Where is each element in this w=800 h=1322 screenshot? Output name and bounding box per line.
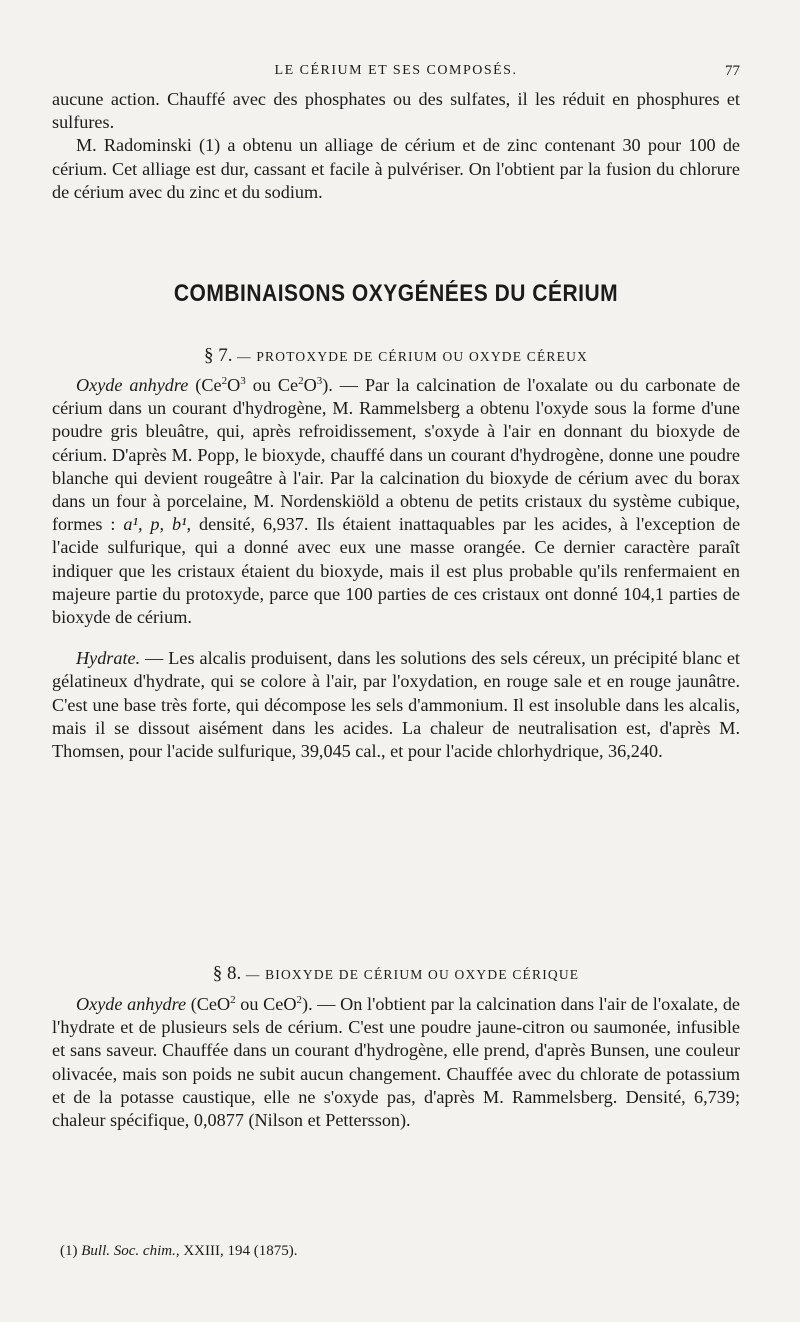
subsection-7-heading xyxy=(52,345,740,367)
subsection-8-sign: § 8. xyxy=(212,963,242,984)
term-oxyde-anhydre: Oxyde anhydre xyxy=(76,375,189,395)
hydrate-paragraph: Hydrate. — Les alcalis produisent, dans les solutions des sels céreux, un précipité blanc et gélatineux d'hydrate, qui se colore à l'air, par l'oxydation, en rouge sale et en rouge jaunâtre. C'est une base très forte, qui décompose les sels d'ammonium. Il est insoluble dans les alcalis, mais il se dissout aisément dans les acides. La chaleur de neutralisation est, d'après M. Thomsen, pour l'acide sulfurique, 39,045 cal., et pour l'acide chlorhydrique, 36,240. xyxy=(52,648,740,762)
footnote xyxy=(60,1243,297,1260)
footnote-journal: Bull. Soc. chim. xyxy=(81,1243,176,1259)
intro-block xyxy=(52,88,740,204)
running-head xyxy=(52,63,740,85)
subsection-7-body xyxy=(52,374,740,763)
subsection-7-sign: § 7. xyxy=(204,345,233,366)
crystal-forms: a¹, p, b¹ xyxy=(123,514,187,535)
subsection-7-title: — PROTOXYDE DE CÉRIUM OU OXYDE CÉREUX xyxy=(237,349,588,364)
term-hydrate: Hydrate. xyxy=(76,648,141,669)
footnote-mark: (1) xyxy=(60,1243,78,1259)
intro-paragraph-1: aucune action. Chauffé avec des phosphates ou des sulfates, il les réduit en phosphures et sulfures. xyxy=(52,89,740,133)
bioxyde-anhydre-paragraph: Oxyde anhydre (CeO$^2$ ou CeO$^2$). — On l'obtient par la calcination dans l'air de l'oxalate, de l'hydrate et de plusieurs sels de cérium. C'est une poudre jaune-citron ou saumonée, infusible et sans saveur. Chauffée dans un courant d'hydrogène, elle prend, d'après Bunsen, une couleur olivacée, mais son poids ne subit aucun changement. Chauffée avec du chlorate de potassium et de la potasse caustique, elle ne s'oxyde pas, d'après M. Rammelsberg. Densité, 6,739; chaleur spécifique, 0,0877 (Nilson et Pettersson). xyxy=(52,993,740,1131)
footnote-ref: , XXIII, 194 (1875). xyxy=(175,1243,298,1259)
subsection-8-heading xyxy=(52,963,740,985)
running-title: LE CÉRIUM ET SES COMPOSÉS. xyxy=(274,63,518,78)
intro-paragraph-2: M. Radominski (1) a obtenu un alliage de cérium et de zinc contenant 30 pour 100 de cérium. Cet alliage est dur, cassant et facile à pulvériser. On l'obtient par la fusion du chlorure de cérium avec du zinc et du sodium. xyxy=(52,135,740,202)
subsection-8-body xyxy=(52,993,740,1132)
page-number: 77 xyxy=(725,63,740,79)
subsection-8-title: — BIOXYDE DE CÉRIUM OU OXYDE CÉRIQUE xyxy=(245,967,580,982)
term-oxyde-anhydre-8: Oxyde anhydre xyxy=(76,994,187,1014)
protoxyde-anhydre-paragraph: Oxyde anhydre ($Ce^2O^3$ ou $Ce^2O^3$). — Par la calcination de l'oxalate ou du carbonate de cérium dans un courant d'hydrogène, M. Rammelsberg a obtenu l'oxyde sous la forme d'une poudre gris bleuâtre, qui, après refroidissement, s'oxyde à l'air en donnant du bioxyde de cérium. D'après M. Popp, le bioxyde, chauffé dans un courant d'hydrogène, donne une poudre blanche qui devient rougeâtre à l'air. Par la calcination du bioxyde de cérium avec du borax dans un four à porcelaine, M. Nordenskiöld a obtenu de petits cristaux du système cubique, formes : a¹, p, b¹, densité, 6,937. Ils étaient inattaquables par les acides, à l'exception de l'acide sulfurique, qui a donné avec eux une masse orangée. Ce dernier caractère paraît indiquer que les cristaux étaient du bioxyde, mais il est plus probable qu'ils renfermaient en majeure partie du protoxyde, parce que 100 parties de ces cristaux ont donné 104,1 parties de bioxyde de cérium. xyxy=(52,374,741,628)
section-title: COMBINAISONS OXYGÉNÉES DU CÉRIUM xyxy=(173,280,619,307)
